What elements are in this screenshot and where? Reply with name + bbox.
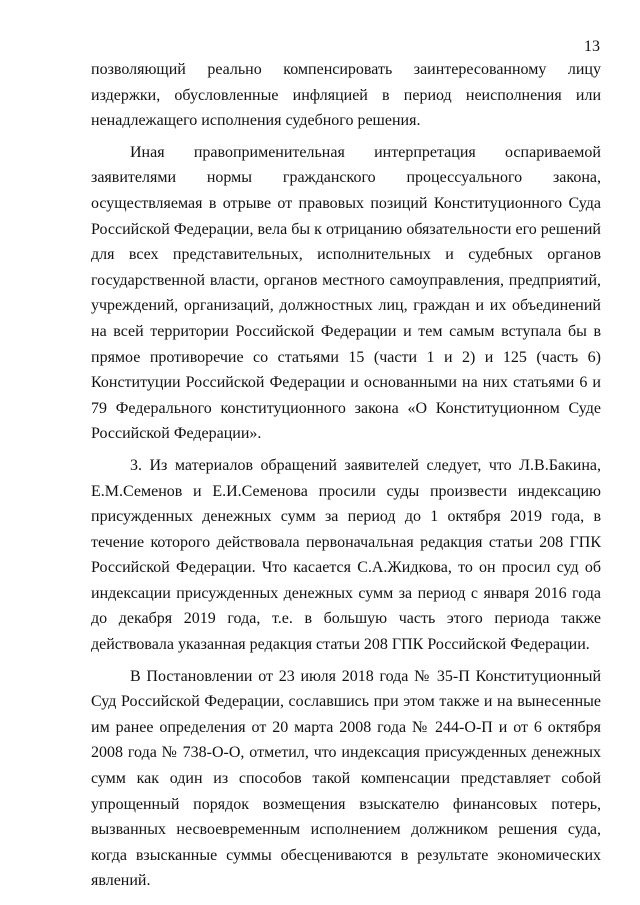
- paragraph-continuation: позволяющий реально компенсировать заинтересованному лицу издержки, обусловленные инфляцией в период неисполнения или ненадлежащего исполнения судебного решения.: [91, 61, 601, 130]
- paragraph-interpretation: Иная правоприменительная интерпретация оспариваемой заявителями нормы гражданского процессуального закона, осуществляемая в отрыве от правовых позиций Конституционного Суда Российской Федерации, вела бы к отрицанию обязательности его решений для всех представительных, исполнительных и судебных органов государственной власти, органов местного самоуправления, предприятий, учреждений, организаций, должностных лиц, граждан и их объединений на всей территории Российской Федерации и тем самым вступала бы в прямое противоречие со статьями 15 (части 1 и 2) и 125 (часть 6) Конституции Российской Федерации и основанными на них статьями 6 и 79 Федерального конституционного закона «О Конституционном Суде Российской Федерации».: [91, 143, 601, 443]
- page-number: 13: [584, 38, 600, 55]
- document-body: [91, 57, 601, 894]
- paragraph-section-3: 3. Из материалов обращений заявителей следует, что Л.В.Бакина, Е.М.Семенов и Е.И.Семенова просили суды произвести индексацию присужденных денежных сумм за период до 1 октября 2019 года, в течение которого действовала первоначальная редакция статьи 208 ГПК Российской Федерации. Что касается С.А.Жидкова, то он просил суд об индексации присужденных денежных сумм за период с января 2016 года до декабря 2019 года, т.е. в большую часть этого периода также действовала указанная редакция статьи 208 ГПК Российской Федерации.: [91, 456, 601, 654]
- paragraph-resolution: В Постановлении от 23 июля 2018 года № 35-П Конституционный Суд Российской Федерации, сославшись при этом также и на вынесенные им ранее определения от 20 марта 2008 года № 244-О-П и от 6 октября 2008 года № 738-О-О, отметил, что индексация присужденных денежных сумм как один из способов такой компенсации представляет собой упрощенный порядок возмещения взыскателю финансовых потерь, вызванных несвоевременным исполнением должником решения суда, когда взысканные суммы обесцениваются в результате экономических явлений.: [91, 667, 601, 890]
